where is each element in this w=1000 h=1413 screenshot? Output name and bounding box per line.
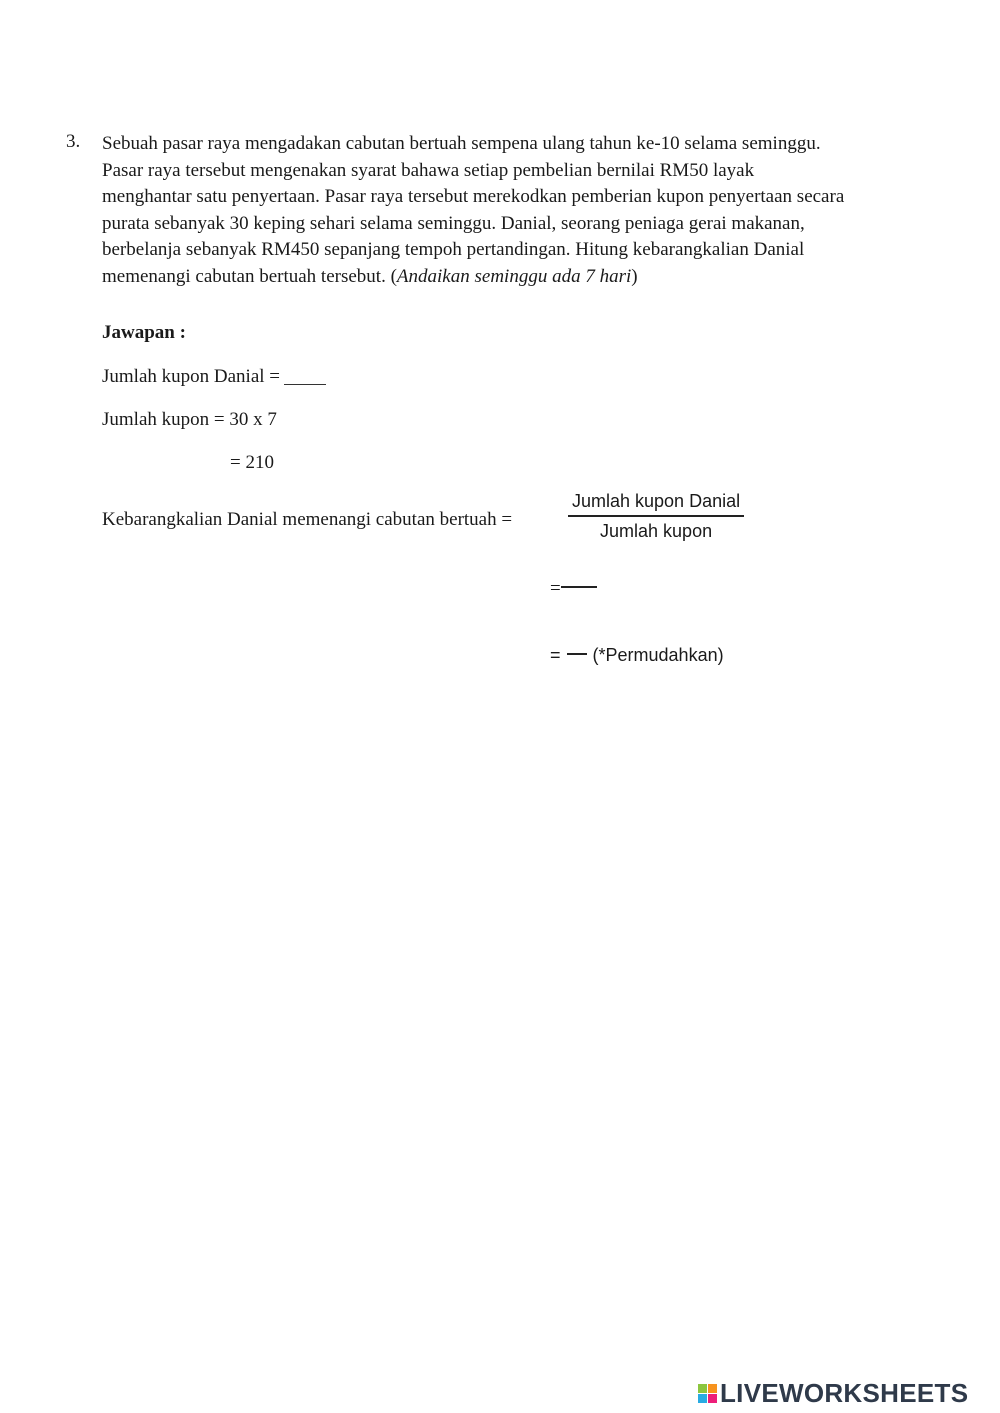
logo-square — [698, 1384, 707, 1393]
danial-coupons-answer-blank[interactable] — [284, 384, 326, 385]
fraction-numerator: Jumlah kupon Danial — [568, 491, 744, 517]
question-line: menghantar satu penyertaan. Pasar raya tersebut merekodkan pemberian kupon penyertaan secara — [102, 186, 845, 207]
answer-heading: Jawapan : — [102, 322, 186, 343]
question-last-line — [102, 264, 947, 291]
equals-sign: = — [550, 578, 561, 599]
question-text — [102, 131, 947, 290]
fraction-answer-row — [550, 578, 597, 600]
fraction-answer-blank[interactable] — [561, 586, 597, 588]
question-line: purata sebanyak 30 keping sehari selama seminggu. Danial, seorang peniaga gerai makanan, — [102, 212, 805, 234]
logo-square — [708, 1384, 717, 1393]
question-number: 3. — [66, 131, 81, 152]
question-line: berbelanja sebanyak RM450 sepanjang tempoh pertandingan. Hitung kebarangkalian Danial — [102, 239, 805, 260]
total-coupons-result: = 210 — [230, 452, 274, 473]
equals-sign: = — [550, 645, 561, 665]
simplified-answer-row — [550, 645, 724, 666]
question-line: Sebuah pasar raya mengadakan cabutan bertuah sempena ulang tahun ke-10 selama seminggu. — [102, 133, 821, 154]
danial-coupons-label: Jumlah kupon Danial = — [102, 366, 280, 387]
question-line: Pasar raya tersebut mengenakan syarat bahawa setiap pembelian bernilai RM50 layak — [102, 159, 755, 181]
brand-text: LIVEWORKSHEETS — [720, 1378, 969, 1408]
danial-coupons-row — [102, 366, 326, 388]
question-assumption: Andaikan seminggu ada 7 hari — [396, 265, 632, 287]
simplified-answer-blank[interactable] — [567, 653, 587, 655]
question-last-line-suffix: ) — [631, 265, 638, 287]
simplify-note: (*Permudahkan) — [592, 645, 724, 665]
logo-square — [708, 1394, 717, 1403]
liveworksheets-logo-icon — [698, 1384, 717, 1403]
probability-fraction — [568, 491, 744, 542]
question-last-line-prefix: memenangi cabutan bertuah tersebut. ( — [102, 265, 397, 287]
probability-label: Kebarangkalian Danial memenangi cabutan bertuah = — [102, 509, 513, 530]
fraction-denominator: Jumlah kupon — [600, 521, 713, 541]
liveworksheets-logo — [698, 1378, 968, 1409]
total-coupons-label: Jumlah kupon = 30 x 7 — [102, 409, 277, 430]
logo-square — [698, 1394, 707, 1403]
